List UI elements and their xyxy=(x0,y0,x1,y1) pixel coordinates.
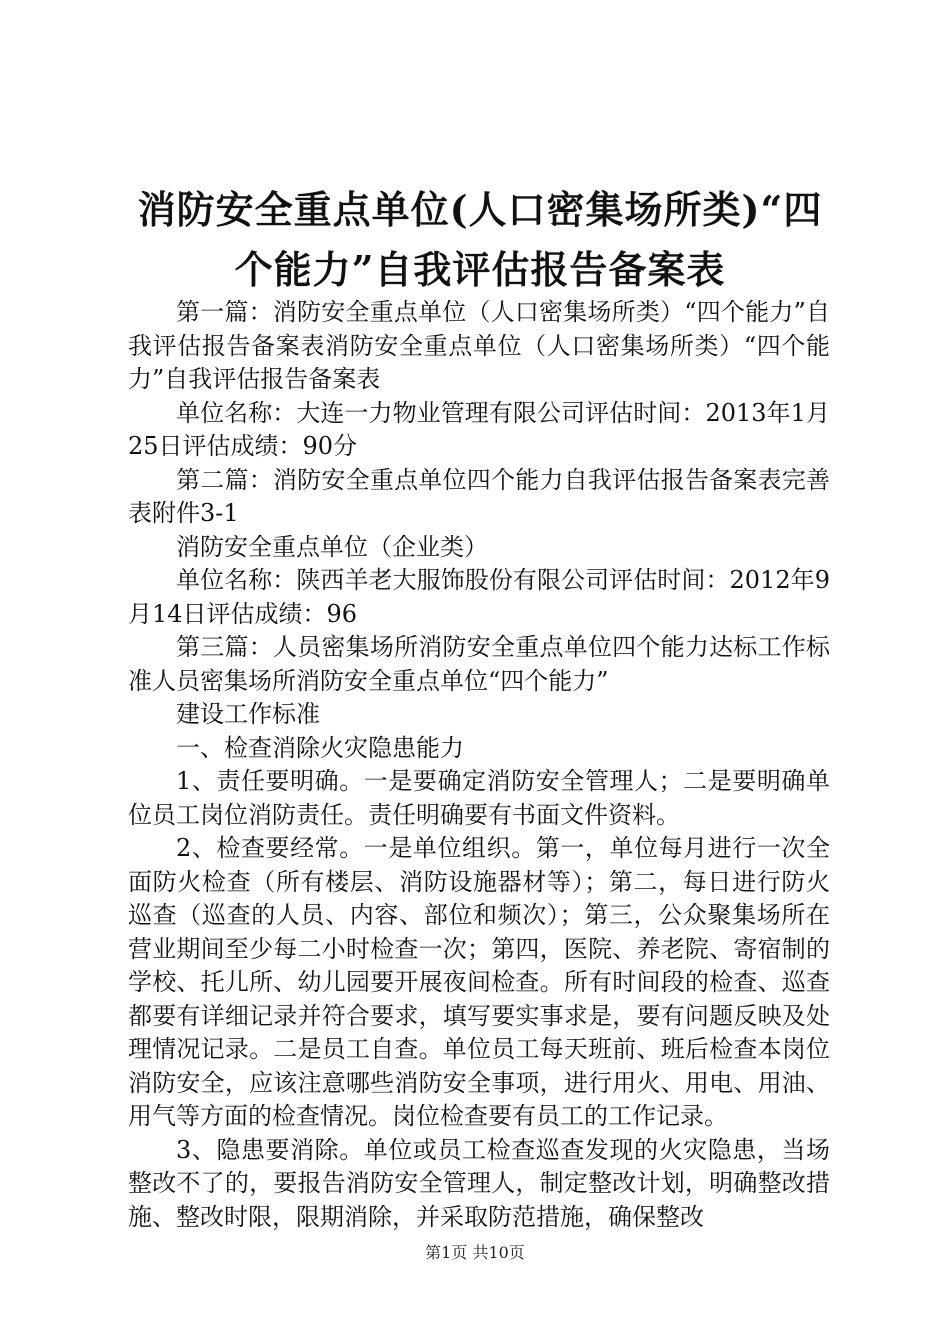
paragraph: 1、责任要明确。一是要确定消防安全管理人；二是要明确单位员工岗位消防责任。责任明确要有书面文件资料。 xyxy=(128,767,830,829)
paragraph: 建设工作标准 xyxy=(176,700,320,728)
paragraph: 第一篇：消防安全重点单位（人口密集场所类）“四个能力”自我评估报告备案表消防安全重点单位（人口密集场所类）“四个能力”自我评估报告备案表 xyxy=(128,298,830,393)
paragraph: 第二篇：消防安全重点单位四个能力自我评估报告备案表完善表附件3-1 xyxy=(128,465,830,527)
document-body xyxy=(128,296,830,1234)
page-footer: 第1页 共10页 xyxy=(425,1243,525,1262)
paragraph: 3、隐患要消除。单位或员工检查巡查发现的火灾隐患，当场整改不了的，要报告消防安全管理人，制定整改计划，明确整改措施、整改时限，限期消除，并采取防范措施，确保整改 xyxy=(128,1135,830,1231)
paragraph: 一、检查消除火灾隐患能力 xyxy=(176,733,464,762)
paragraph: 2、检查要经常。一是单位组织。第一，单位每月进行一次全面防火检查（所有楼层、消防设施器材等）；第二，每日进行防火巡查（巡查的人员、内容、部位和频次）；第三，公众聚集场所在营业期间至少每二小时检查一次；第四，医院、养老院、寄宿制的学校、托儿所、幼儿园要开展夜间检查。所有时间段的检查、巡查都要有详细记录并符合要求，填写要实事求是，要有问题反映及处理情况记录。二是员工自查。单位员工每天班前、班后检查本岗位消防安全，应该注意哪些消防安全事项，进行用火、用电、用油、用气等方面的检查情况。岗位检查要有员工的工作记录。 xyxy=(128,834,830,1130)
paragraph: 消防安全重点单位（企业类） xyxy=(176,532,488,561)
paragraph: 第三篇：人员密集场所消防安全重点单位四个能力达标工作标准人员密集场所消防安全重点单位“四个能力” xyxy=(128,633,830,695)
paragraph: 单位名称：陕西羊老大服饰股份有限公司评估时间：2012年9月14日评估成绩：96 xyxy=(128,566,830,628)
document-title: 消防安全重点单位(人口密集场所类)“四个能力”自我评估报告备案表 xyxy=(137,187,823,292)
paragraph: 单位名称：大连一力物业管理有限公司评估时间：2013年1月25日评估成绩：90分 xyxy=(128,398,830,460)
